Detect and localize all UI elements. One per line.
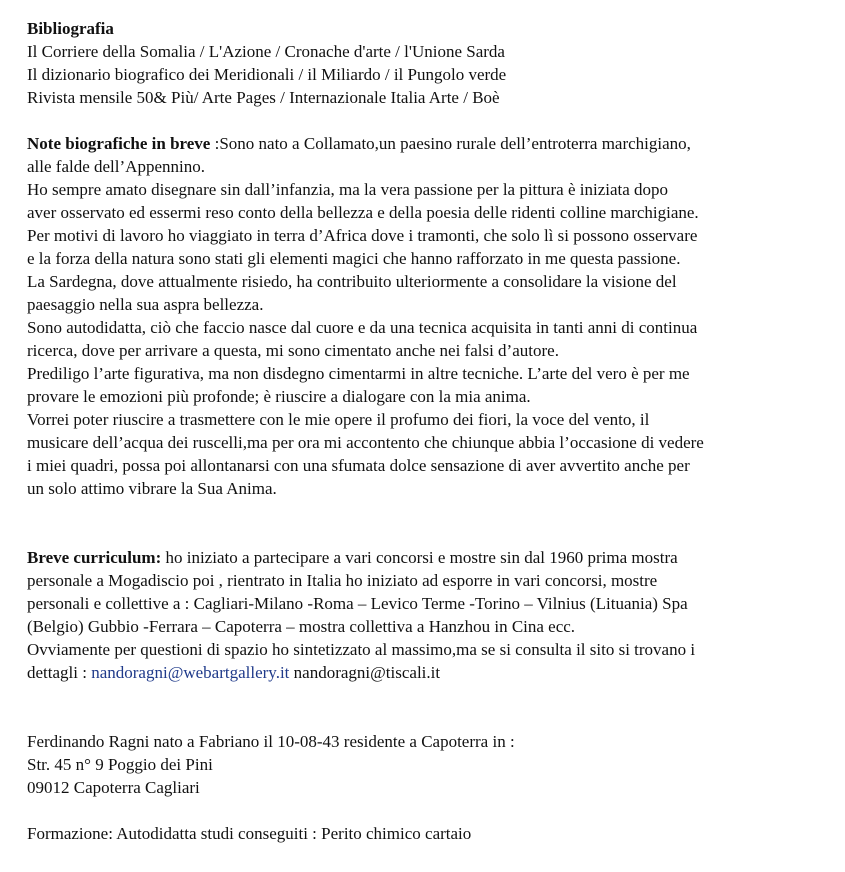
note-line: aver osservato ed essermi reso conto della bellezza e della poesia delle ridenti colline marchigiane. (27, 203, 699, 222)
curriculum-first-line (27, 546, 827, 569)
address-section (27, 730, 827, 799)
note-line: Per motivi di lavoro ho viaggiato in terra d’Africa dove i tramonti, che solo lì si possono osservare (27, 226, 698, 245)
curriculum-line: personali e collettive a : Cagliari-Milano -Roma – Levico Terme -Torino – Vilnius (Lituania) Spa (27, 594, 688, 613)
curriculum-line: (Belgio) Gubbio -Ferrara – Capoterra – mostra collettiva a Hanzhou in Cina ecc. (27, 617, 576, 636)
note-line: Sono autodidatta, ciò che faccio nasce dal cuore e da una tecnica acquisita in tanti anni di continua (27, 318, 698, 337)
curriculum-first-line-text: ho iniziato a partecipare a vari concorsi e mostre sin dal 1960 prima mostra (161, 548, 678, 567)
document-page (27, 17, 827, 845)
address-line: Str. 45 n° 9 Poggio dei Pini (27, 755, 213, 774)
note-line: alle falde dell’Appennino. (27, 157, 205, 176)
formazione-line: Formazione: Autodidatta studi conseguiti : Perito chimico cartaio (27, 824, 472, 843)
email-text: nandoragni@tiscali.it (289, 663, 441, 682)
note-line: musicare dell’acqua dei ruscelli,ma per ora mi accontento che chiunque abbia l’occasione di vedere (27, 433, 704, 452)
note-biografiche-section (27, 132, 827, 500)
bibliografia-line: Il dizionario biografico dei Meridionali / il Miliardo / il Pungolo verde (27, 65, 507, 84)
note-line: ricerca, dove per arrivare a questa, mi sono cimentato anche nei falsi d’autore. (27, 341, 559, 360)
curriculum-section (27, 546, 827, 684)
note-first-line (27, 132, 827, 155)
note-line: un solo attimo vibrare la Sua Anima. (27, 479, 277, 498)
note-line: paesaggio nella sua aspra bellezza. (27, 295, 264, 314)
formazione-section (27, 822, 827, 845)
note-line: e la forza della natura sono stati gli elementi magici che hanno rafforzato in me questa passione. (27, 249, 681, 268)
curriculum-line: Ovviamente per questioni di spazio ho sintetizzato al massimo,ma se si consulta il sito si trovano i (27, 640, 696, 659)
curriculum-line: personale a Mogadiscio poi , rientrato in Italia ho iniziato ad esporre in vari concorsi, mostre (27, 571, 658, 590)
bibliografia-section (27, 17, 827, 109)
note-heading: Note biografiche in breve (27, 134, 211, 153)
note-line: provare le emozioni più profonde; è riuscire a dialogare con la mia anima. (27, 387, 531, 406)
curriculum-details-line (27, 661, 827, 684)
note-line: Prediligo l’arte figurativa, ma non disdegno cimentarmi in altre tecniche. L’arte del vero è per me (27, 364, 690, 383)
note-line: La Sardegna, dove attualmente risiedo, ha contribuito ulteriormente a consolidare la visione del (27, 272, 677, 291)
address-line: Ferdinando Ragni nato a Fabriano il 10-08-43 residente a Capoterra in : (27, 732, 515, 751)
address-line: 09012 Capoterra Cagliari (27, 778, 200, 797)
curriculum-heading: Breve curriculum: (27, 548, 162, 567)
webartgallery-link[interactable]: nandoragni@webartgallery.it (91, 663, 290, 682)
details-prefix: dettagli : (27, 663, 92, 682)
bibliografia-heading: Bibliografia (27, 19, 114, 38)
note-line: Ho sempre amato disegnare sin dall’infanzia, ma la vera passione per la pittura è iniziata dopo (27, 180, 669, 199)
note-first-line-text: :Sono nato a Collamato,un paesino rurale dell’entroterra marchigiano, (210, 134, 691, 153)
bibliografia-line: Il Corriere della Somalia / L'Azione / Cronache d'arte / l'Unione Sarda (27, 42, 505, 61)
bibliografia-line: Rivista mensile 50& Più/ Arte Pages / Internazionale Italia Arte / Boè (27, 88, 500, 107)
note-line: i miei quadri, possa poi allontanarsi con una sfumata dolce sensazione di aver avvertito anche per (27, 456, 690, 475)
note-line: Vorrei poter riuscire a trasmettere con le mie opere il profumo dei fiori, la voce del vento, il (27, 410, 650, 429)
